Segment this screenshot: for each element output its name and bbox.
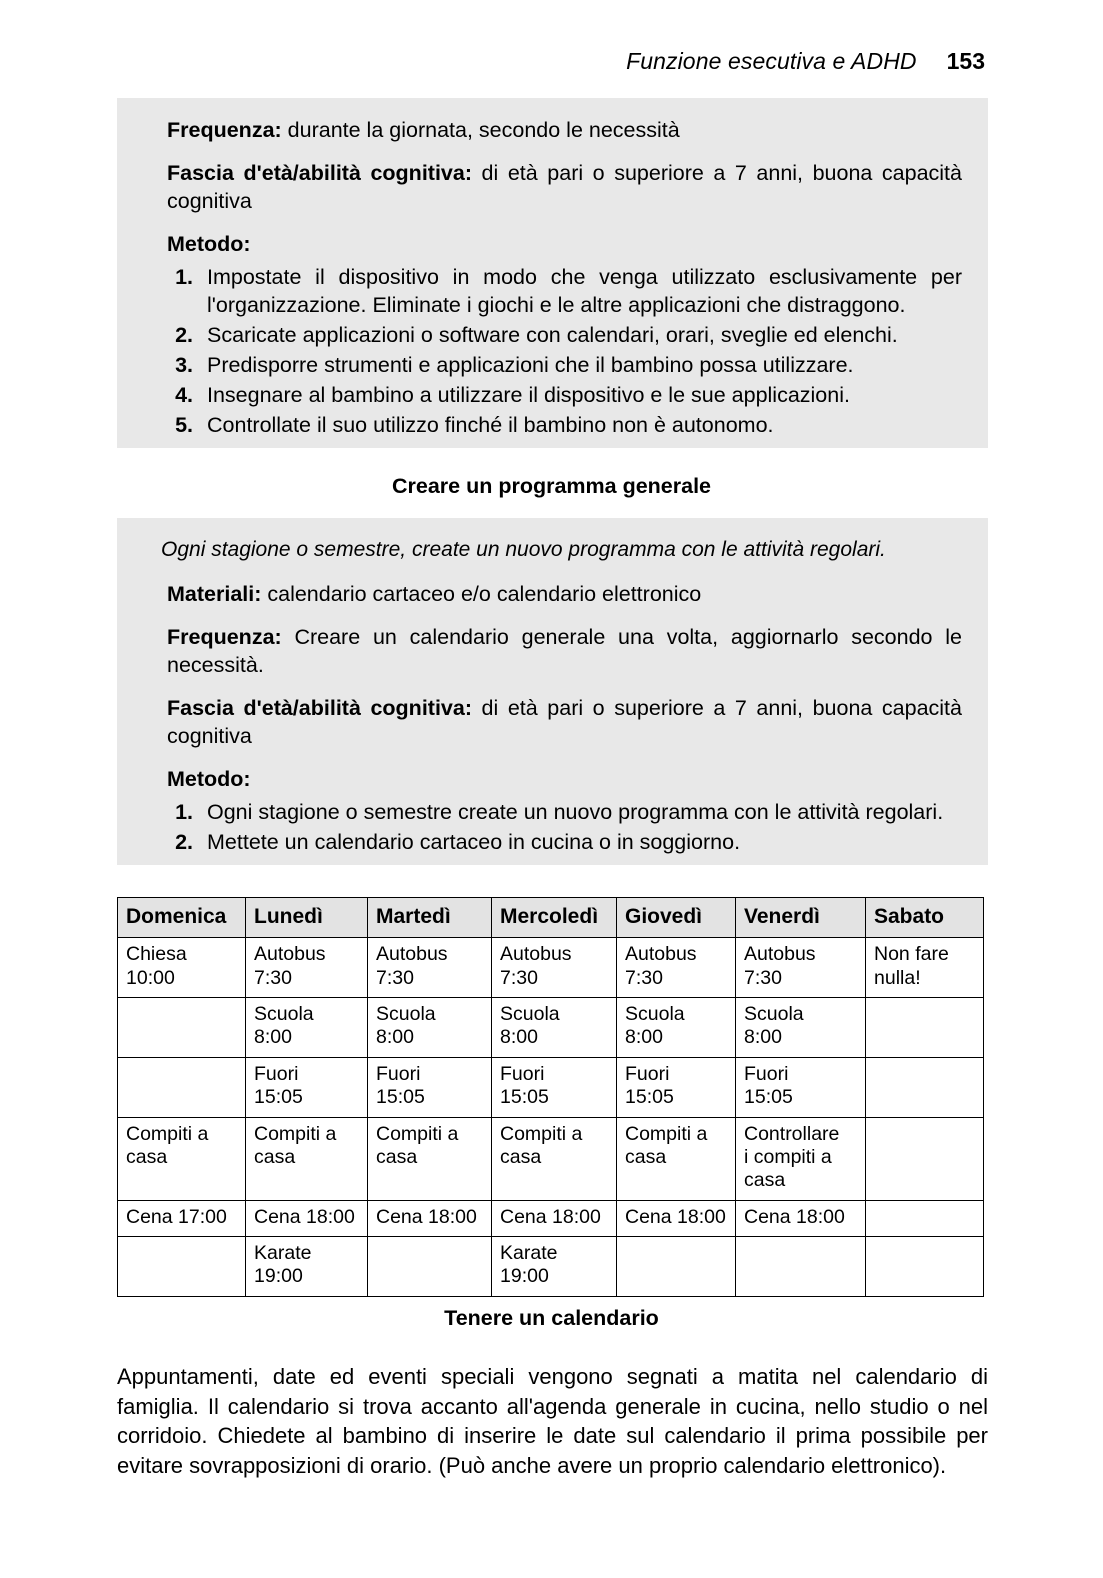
cell-line-1: Cena 18:00	[254, 1205, 355, 1228]
table-cell	[368, 1200, 492, 1236]
table-row	[118, 938, 984, 998]
cell-line-1: Karate	[500, 1242, 558, 1265]
table-cell	[118, 1200, 246, 1236]
cell-line-1: Scuola	[625, 1002, 685, 1025]
frequenza-text: Creare un calendario generale una volta, aggiornarlo secondo le necessità.	[167, 624, 962, 678]
metodo-label: Metodo:	[167, 231, 251, 256]
table-cell	[118, 938, 246, 998]
cell-line-2: 19:00	[254, 1265, 303, 1288]
cell-line-2: 7:30	[744, 966, 782, 989]
cell-line-3: casa	[744, 1169, 786, 1192]
cell-line-2: 15:05	[376, 1086, 425, 1109]
fascia-label: Fascia d'età/abilità cognitiva:	[167, 695, 472, 720]
cell-line-2: casa	[500, 1145, 542, 1168]
cell-line-2: 7:30	[625, 966, 663, 989]
fascia-line	[143, 694, 962, 751]
cell-line-2: casa	[376, 1145, 418, 1168]
table-row	[118, 997, 984, 1057]
cell-line-1: Cena 17:00	[126, 1205, 227, 1228]
cell-line-1: Cena 18:00	[744, 1205, 845, 1228]
cell-line-1: Compiti a	[625, 1122, 708, 1145]
materiali-label: Materiali:	[167, 581, 262, 606]
fascia-line	[143, 159, 962, 216]
table-cell	[246, 1200, 368, 1236]
list-text: Controllate il suo utilizzo finché il bambino non è autonomo.	[207, 413, 774, 438]
cell-line-2: 15:05	[625, 1086, 674, 1109]
list-number: 2.	[175, 830, 193, 855]
list-text: Mettete un calendario cartaceo in cucina o in soggiorno.	[207, 830, 741, 855]
cell-line-2: 8:00	[744, 1026, 782, 1049]
table-cell	[866, 1200, 984, 1236]
cell-line-1: Chiesa	[126, 943, 187, 966]
table-cell	[118, 1057, 246, 1117]
cell-line-2: nulla!	[874, 966, 921, 989]
cell-line-1: Autobus	[500, 943, 572, 966]
running-head-title: Funzione esecutiva e ADHD	[626, 48, 917, 74]
cell-line-1: Autobus	[744, 943, 816, 966]
metodo-list-one	[143, 264, 962, 440]
cell-line-2: 8:00	[500, 1026, 538, 1049]
frequenza-label: Frequenza:	[167, 118, 282, 142]
table-cell	[492, 1057, 617, 1117]
table-row	[118, 1117, 984, 1200]
fascia-label: Fascia d'età/abilità cognitiva:	[167, 160, 472, 185]
table-cell	[246, 1057, 368, 1117]
table-cell	[492, 1237, 617, 1297]
cell-line-1: Compiti a	[500, 1122, 583, 1145]
list-item	[143, 829, 962, 857]
column-header-domenica: Domenica	[118, 898, 246, 938]
table-cell	[866, 997, 984, 1057]
cell-line-1: Compiti a	[376, 1122, 459, 1145]
cell-line-2: casa	[126, 1145, 168, 1168]
table-cell	[866, 1117, 984, 1200]
panel-two-intro: Ogni stagione o semestre, create un nuovo programma con le attività regolari.	[161, 538, 886, 561]
frequenza-text: durante la giornata, secondo le necessità	[281, 118, 680, 142]
table-cell	[617, 1200, 736, 1236]
running-head	[626, 48, 985, 75]
cell-line-1: Fuori	[254, 1062, 299, 1085]
cell-line-1: Cena 18:00	[376, 1205, 477, 1228]
list-text: Impostate il dispositivo in modo che venga utilizzato esclusivamente per l'organizzazione. Eliminate i giochi e le altre applicazioni che distraggono.	[207, 265, 962, 318]
cell-line-1: Controllare	[744, 1122, 840, 1145]
table-cell	[368, 1237, 492, 1297]
weekly-schedule	[117, 897, 983, 1297]
body-paragraph: Appuntamenti, date ed eventi speciali vengono segnati a matita nel calendario di famiglia. Il calendario si trova accanto all'agenda generale in cucina, nello studio o nel corridoio. Chiedete al bambino di inserire le date sul calendario il prima possibile per evitare sovrapposizioni di orario. (Può anche avere un proprio calendario elettronico).	[117, 1364, 988, 1479]
table-row	[118, 1200, 984, 1236]
column-header-venerdi: Venerdì	[736, 898, 866, 938]
column-header-mercoledi: Mercoledì	[492, 898, 617, 938]
table-cell	[368, 1057, 492, 1117]
fascia-text: di età pari o superiore a 7 anni, buona capacità cognitiva	[167, 160, 962, 214]
table-cell	[492, 1117, 617, 1200]
table-cell	[368, 938, 492, 998]
table-cell	[736, 1237, 866, 1297]
cell-line-2: 10:00	[126, 966, 175, 989]
table-cell	[866, 1237, 984, 1297]
table-cell	[866, 1057, 984, 1117]
list-number: 1.	[175, 265, 193, 290]
table-cell	[492, 997, 617, 1057]
materiali-text: calendario cartaceo e/o calendario elettronico	[261, 581, 702, 606]
table-cell	[246, 938, 368, 998]
cell-line-1: Cena 18:00	[625, 1205, 726, 1228]
cell-line-1: Scuola	[500, 1002, 560, 1025]
cell-line-1: Scuola	[744, 1002, 804, 1025]
cell-line-2: 15:05	[254, 1086, 303, 1109]
table-cell	[246, 997, 368, 1057]
table-cell	[736, 1200, 866, 1236]
table-cell	[617, 1057, 736, 1117]
cell-line-2: 15:05	[500, 1086, 549, 1109]
list-item	[143, 799, 962, 827]
list-item	[143, 382, 962, 410]
list-item	[143, 264, 962, 320]
column-header-giovedi: Giovedì	[617, 898, 736, 938]
table-cell	[492, 1200, 617, 1236]
frequenza-label: Frequenza:	[167, 624, 282, 649]
frequenza-line	[143, 623, 962, 680]
frequenza-line	[143, 116, 962, 145]
list-text: Ogni stagione o semestre create un nuovo programma con le attività regolari.	[207, 800, 944, 825]
table-cell	[617, 1117, 736, 1200]
list-number: 5.	[175, 413, 193, 438]
schedule-table	[117, 897, 984, 1297]
column-header-martedi: Martedì	[368, 898, 492, 938]
cell-line-2: 7:30	[254, 966, 292, 989]
cell-line-1: Compiti a	[254, 1122, 337, 1145]
list-text: Insegnare al bambino a utilizzare il dispositivo e le sue applicazioni.	[207, 383, 850, 408]
list-number: 4.	[175, 383, 193, 408]
list-number: 1.	[175, 800, 193, 825]
cell-line-2: casa	[625, 1145, 667, 1168]
table-cell	[368, 997, 492, 1057]
cell-line-2: 7:30	[500, 966, 538, 989]
metodo-list-two	[143, 799, 962, 857]
table-cell	[118, 997, 246, 1057]
cell-line-1: Non fare	[874, 943, 949, 966]
fascia-text: di età pari o superiore a 7 anni, buona capacità cognitiva	[167, 695, 962, 749]
cell-line-2: 8:00	[254, 1026, 292, 1049]
table-cell	[736, 938, 866, 998]
table-cell	[118, 1117, 246, 1200]
table-cell	[736, 1117, 866, 1200]
table-cell	[736, 997, 866, 1057]
section-heading-programma: Creare un programma generale	[391, 474, 712, 498]
list-text: Scaricate applicazioni o software con calendari, orari, sveglie ed elenchi.	[207, 323, 898, 348]
section-heading-calendario: Tenere un calendario	[444, 1306, 659, 1330]
table-cell	[118, 1237, 246, 1297]
table-cell	[617, 997, 736, 1057]
table-cell	[492, 938, 617, 998]
cell-line-2: 19:00	[500, 1265, 549, 1288]
list-item	[143, 322, 962, 350]
strategy-panel-one	[117, 98, 988, 448]
cell-line-1: Fuori	[376, 1062, 421, 1085]
materiali-line	[143, 580, 962, 609]
cell-line-1: Autobus	[376, 943, 448, 966]
table-cell	[368, 1117, 492, 1200]
cell-line-1: Fuori	[500, 1062, 545, 1085]
cell-line-2: casa	[254, 1145, 296, 1168]
cell-line-2: i compiti a	[744, 1145, 832, 1168]
cell-line-1: Karate	[254, 1242, 312, 1265]
table-cell	[617, 938, 736, 998]
table-header-row	[118, 898, 984, 938]
column-header-sabato: Sabato	[866, 898, 984, 938]
cell-line-1: Scuola	[376, 1002, 436, 1025]
cell-line-1: Scuola	[254, 1002, 314, 1025]
metodo-label: Metodo:	[167, 766, 251, 791]
cell-line-2: 8:00	[625, 1026, 663, 1049]
list-item	[143, 412, 962, 440]
table-cell	[246, 1237, 368, 1297]
table-row	[118, 1237, 984, 1297]
cell-line-2: 8:00	[376, 1026, 414, 1049]
cell-line-1: Compiti a	[126, 1122, 209, 1145]
cell-line-1: Autobus	[625, 943, 697, 966]
page-number: 153	[946, 48, 985, 74]
table-body	[118, 938, 984, 1297]
table-cell	[246, 1117, 368, 1200]
cell-line-2: 15:05	[744, 1086, 793, 1109]
list-text: Predisporre strumenti e applicazioni che il bambino possa utilizzare.	[207, 353, 854, 378]
column-header-lunedi: Lunedì	[246, 898, 368, 938]
cell-line-1: Autobus	[254, 943, 326, 966]
strategy-panel-two	[117, 518, 988, 865]
cell-line-1: Fuori	[625, 1062, 670, 1085]
cell-line-1: Cena 18:00	[500, 1205, 601, 1228]
table-cell	[866, 938, 984, 998]
cell-line-2: 7:30	[376, 966, 414, 989]
table-cell	[736, 1057, 866, 1117]
table-head	[118, 898, 984, 938]
table-cell	[617, 1237, 736, 1297]
list-item	[143, 352, 962, 380]
table-row	[118, 1057, 984, 1117]
list-number: 3.	[175, 353, 193, 378]
list-number: 2.	[175, 323, 193, 348]
cell-line-1: Fuori	[744, 1062, 789, 1085]
